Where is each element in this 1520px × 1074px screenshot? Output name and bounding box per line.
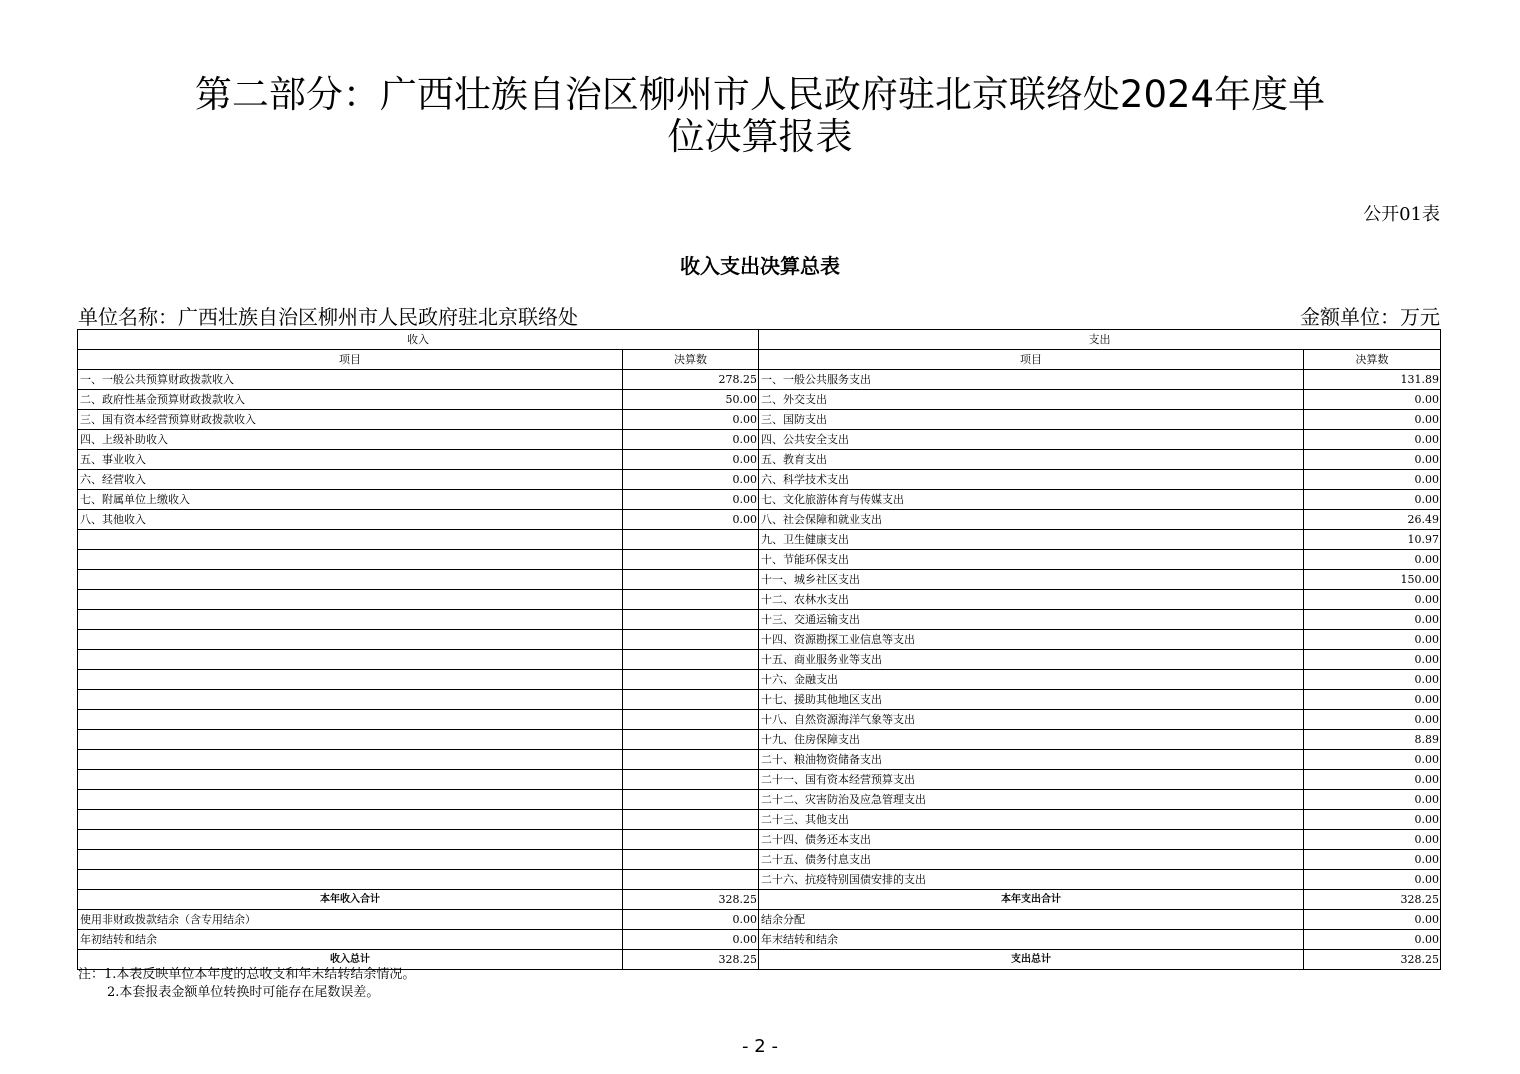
expense-item-label: 一、一般公共服务支出 bbox=[759, 370, 1304, 390]
expense-item-label: 二十、粮油物资储备支出 bbox=[759, 750, 1304, 770]
income-item-value bbox=[623, 710, 759, 730]
expense-item-label: 二十五、债务付息支出 bbox=[759, 850, 1304, 870]
table-row bbox=[78, 650, 1441, 670]
table-row bbox=[78, 390, 1441, 410]
income-item-label: 四、上级补助收入 bbox=[78, 430, 623, 450]
expense-item-value: 0.00 bbox=[1304, 750, 1441, 770]
table-row bbox=[78, 810, 1441, 830]
expense-item-value: 0.00 bbox=[1304, 670, 1441, 690]
table-row bbox=[78, 410, 1441, 430]
expense-item-value: 10.97 bbox=[1304, 530, 1441, 550]
expense-item-label: 二十六、抗疫特别国债安排的支出 bbox=[759, 870, 1304, 890]
table-row bbox=[78, 450, 1441, 470]
income-item-value bbox=[623, 690, 759, 710]
title-line-2: 位决算报表 bbox=[667, 115, 853, 158]
expense-item-label: 七、文化旅游体育与传媒支出 bbox=[759, 490, 1304, 510]
income-item-value: 0.00 bbox=[623, 470, 759, 490]
expense-item-label: 四、公共安全支出 bbox=[759, 430, 1304, 450]
form-code: 公开01表 bbox=[1363, 204, 1440, 225]
table-row bbox=[78, 770, 1441, 790]
income-item-value bbox=[623, 570, 759, 590]
table-row bbox=[78, 590, 1441, 610]
income-item-value: 278.25 bbox=[623, 370, 759, 390]
income-item-value bbox=[623, 530, 759, 550]
expense-item-label: 三、国防支出 bbox=[759, 410, 1304, 430]
expense-item-value: 0.00 bbox=[1304, 410, 1441, 430]
income-item-label bbox=[78, 770, 623, 790]
expense-item-value: 0.00 bbox=[1304, 630, 1441, 650]
expense-item-label: 十九、住房保障支出 bbox=[759, 730, 1304, 750]
income-item-label: 七、附属单位上缴收入 bbox=[78, 490, 623, 510]
expense-item-label: 十二、农林水支出 bbox=[759, 590, 1304, 610]
table-row bbox=[78, 750, 1441, 770]
annual-income-total-value: 328.25 bbox=[623, 890, 759, 910]
expense-item-value: 0.00 bbox=[1304, 850, 1441, 870]
income-item-label bbox=[78, 850, 623, 870]
expense-item-header: 项目 bbox=[759, 350, 1304, 370]
currency-unit: 金额单位：万元 bbox=[1300, 305, 1440, 329]
table-row bbox=[78, 490, 1441, 510]
annual-expense-total-value: 328.25 bbox=[1304, 890, 1441, 910]
income-item-value bbox=[623, 810, 759, 830]
table-row bbox=[78, 510, 1441, 530]
income-item-label bbox=[78, 790, 623, 810]
expense-item-value: 0.00 bbox=[1304, 810, 1441, 830]
income-amount-header: 决算数 bbox=[623, 350, 759, 370]
income-item-label: 一、一般公共预算财政拨款收入 bbox=[78, 370, 623, 390]
expense-item-label: 六、科学技术支出 bbox=[759, 470, 1304, 490]
income-item-value: 0.00 bbox=[623, 490, 759, 510]
expense-item-value: 131.89 bbox=[1304, 370, 1441, 390]
income-item-value bbox=[623, 670, 759, 690]
table-row bbox=[78, 910, 1441, 930]
income-item-value: 50.00 bbox=[623, 390, 759, 410]
income-item-value bbox=[623, 770, 759, 790]
income-item-label bbox=[78, 750, 623, 770]
table-row bbox=[78, 790, 1441, 810]
table-row bbox=[78, 830, 1441, 850]
expense-item-value: 0.00 bbox=[1304, 870, 1441, 890]
expense-item-value: 0.00 bbox=[1304, 590, 1441, 610]
income-item-value bbox=[623, 610, 759, 630]
table-row bbox=[78, 710, 1441, 730]
expense-item-value: 0.00 bbox=[1304, 790, 1441, 810]
income-item-label bbox=[78, 570, 623, 590]
table-row bbox=[78, 430, 1441, 450]
expense-item-label: 十八、自然资源海洋气象等支出 bbox=[759, 710, 1304, 730]
income-item-value bbox=[623, 830, 759, 850]
income-item-label bbox=[78, 650, 623, 670]
expense-item-value: 0.00 bbox=[1304, 690, 1441, 710]
expense-item-label: 十五、商业服务业等支出 bbox=[759, 650, 1304, 670]
income-item-label: 八、其他收入 bbox=[78, 510, 623, 530]
table-row bbox=[78, 370, 1441, 390]
income-item-value: 0.00 bbox=[623, 450, 759, 470]
expense-item-value: 0.00 bbox=[1304, 550, 1441, 570]
table-row bbox=[78, 930, 1441, 950]
table-row bbox=[78, 690, 1441, 710]
expense-grand-total-label: 支出总计 bbox=[759, 950, 1304, 970]
expense-item-value: 0.00 bbox=[1304, 470, 1441, 490]
unit-name: 单位名称：广西壮族自治区柳州市人民政府驻北京联络处 bbox=[78, 305, 578, 329]
expense-item-value: 0.00 bbox=[1304, 430, 1441, 450]
title-line-1: 第二部分：广西壮族自治区柳州市人民政府驻北京联络处2024年度单 bbox=[194, 73, 1326, 116]
expense-item-label: 十七、援助其他地区支出 bbox=[759, 690, 1304, 710]
income-item-label bbox=[78, 710, 623, 730]
income-item-value bbox=[623, 550, 759, 570]
income-item-label: 五、事业收入 bbox=[78, 450, 623, 470]
expense-item-label: 结余分配 bbox=[759, 910, 1304, 930]
income-item-label bbox=[78, 550, 623, 570]
annual-expense-total-label: 本年支出合计 bbox=[759, 890, 1304, 910]
expense-item-label: 九、卫生健康支出 bbox=[759, 530, 1304, 550]
income-item-label: 三、国有资本经营预算财政拨款收入 bbox=[78, 410, 623, 430]
income-item-label bbox=[78, 730, 623, 750]
annual-income-total-label: 本年收入合计 bbox=[78, 890, 623, 910]
income-item-value bbox=[623, 630, 759, 650]
income-item-header: 项目 bbox=[78, 350, 623, 370]
expense-item-value: 0.00 bbox=[1304, 490, 1441, 510]
annual-total-row bbox=[78, 890, 1441, 910]
income-item-label bbox=[78, 590, 623, 610]
expense-grand-total-value: 328.25 bbox=[1304, 950, 1441, 970]
income-expense-table bbox=[77, 329, 1441, 970]
expense-item-value: 0.00 bbox=[1304, 650, 1441, 670]
expense-item-label: 二、外交支出 bbox=[759, 390, 1304, 410]
expense-item-value: 150.00 bbox=[1304, 570, 1441, 590]
income-header: 收入 bbox=[78, 330, 759, 350]
table-row bbox=[78, 850, 1441, 870]
income-item-label: 二、政府性基金预算财政拨款收入 bbox=[78, 390, 623, 410]
income-item-value: 0.00 bbox=[623, 410, 759, 430]
income-item-label bbox=[78, 530, 623, 550]
income-grand-total-label: 收入总计 bbox=[78, 950, 623, 970]
document-title bbox=[80, 74, 1440, 158]
expense-item-label: 十三、交通运输支出 bbox=[759, 610, 1304, 630]
expense-item-value: 0.00 bbox=[1304, 610, 1441, 630]
table-header-group-row bbox=[78, 330, 1441, 350]
income-item-label: 六、经营收入 bbox=[78, 470, 623, 490]
expense-item-value: 0.00 bbox=[1304, 930, 1441, 950]
income-item-label: 年初结转和结余 bbox=[78, 930, 623, 950]
expense-item-label: 十四、资源勘探工业信息等支出 bbox=[759, 630, 1304, 650]
expense-item-value: 0.00 bbox=[1304, 710, 1441, 730]
table-row bbox=[78, 610, 1441, 630]
income-item-label: 使用非财政拨款结余（含专用结余） bbox=[78, 910, 623, 930]
income-item-value: 0.00 bbox=[623, 930, 759, 950]
expense-item-label: 二十二、灾害防治及应急管理支出 bbox=[759, 790, 1304, 810]
income-item-value: 0.00 bbox=[623, 510, 759, 530]
table-row bbox=[78, 630, 1441, 650]
income-item-value bbox=[623, 650, 759, 670]
expense-item-value: 0.00 bbox=[1304, 830, 1441, 850]
income-item-value bbox=[623, 750, 759, 770]
table-row bbox=[78, 670, 1441, 690]
expense-item-label: 十一、城乡社区支出 bbox=[759, 570, 1304, 590]
expense-item-label: 五、教育支出 bbox=[759, 450, 1304, 470]
income-item-value bbox=[623, 850, 759, 870]
income-item-label bbox=[78, 690, 623, 710]
table-row bbox=[78, 570, 1441, 590]
expense-item-value: 0.00 bbox=[1304, 770, 1441, 790]
income-item-value bbox=[623, 870, 759, 890]
expense-item-label: 十、节能环保支出 bbox=[759, 550, 1304, 570]
income-item-label bbox=[78, 870, 623, 890]
income-grand-total-value: 328.25 bbox=[623, 950, 759, 970]
page-number: - 2 - bbox=[742, 1036, 778, 1057]
income-item-value bbox=[623, 590, 759, 610]
income-item-value: 0.00 bbox=[623, 430, 759, 450]
income-item-value: 0.00 bbox=[623, 910, 759, 930]
expense-item-label: 二十四、债务还本支出 bbox=[759, 830, 1304, 850]
expense-item-label: 二十三、其他支出 bbox=[759, 810, 1304, 830]
income-item-value bbox=[623, 730, 759, 750]
expense-item-value: 0.00 bbox=[1304, 390, 1441, 410]
table-row bbox=[78, 550, 1441, 570]
income-item-label bbox=[78, 810, 623, 830]
note-line-2: 2.本套报表金额单位转换时可能存在尾数误差。 bbox=[107, 985, 380, 1000]
expense-item-value: 0.00 bbox=[1304, 910, 1441, 930]
expense-header: 支出 bbox=[759, 330, 1441, 350]
table-title: 收入支出决算总表 bbox=[680, 254, 840, 278]
expense-item-label: 十六、金融支出 bbox=[759, 670, 1304, 690]
expense-item-label: 二十一、国有资本经营预算支出 bbox=[759, 770, 1304, 790]
table-header-row bbox=[78, 350, 1441, 370]
notes bbox=[78, 966, 415, 1002]
income-item-label bbox=[78, 630, 623, 650]
table-row bbox=[78, 470, 1441, 490]
table-row bbox=[78, 870, 1441, 890]
income-item-value bbox=[623, 790, 759, 810]
expense-amount-header: 决算数 bbox=[1304, 350, 1441, 370]
income-item-label bbox=[78, 610, 623, 630]
income-item-label bbox=[78, 670, 623, 690]
table-row bbox=[78, 530, 1441, 550]
expense-item-label: 八、社会保障和就业支出 bbox=[759, 510, 1304, 530]
expense-item-label: 年末结转和结余 bbox=[759, 930, 1304, 950]
note-line-1: 注：1.本表反映单位本年度的总收支和年末结转结余情况。 bbox=[78, 967, 416, 982]
table-row bbox=[78, 730, 1441, 750]
income-item-label bbox=[78, 830, 623, 850]
expense-item-value: 0.00 bbox=[1304, 450, 1441, 470]
expense-item-value: 26.49 bbox=[1304, 510, 1441, 530]
expense-item-value: 8.89 bbox=[1304, 730, 1441, 750]
